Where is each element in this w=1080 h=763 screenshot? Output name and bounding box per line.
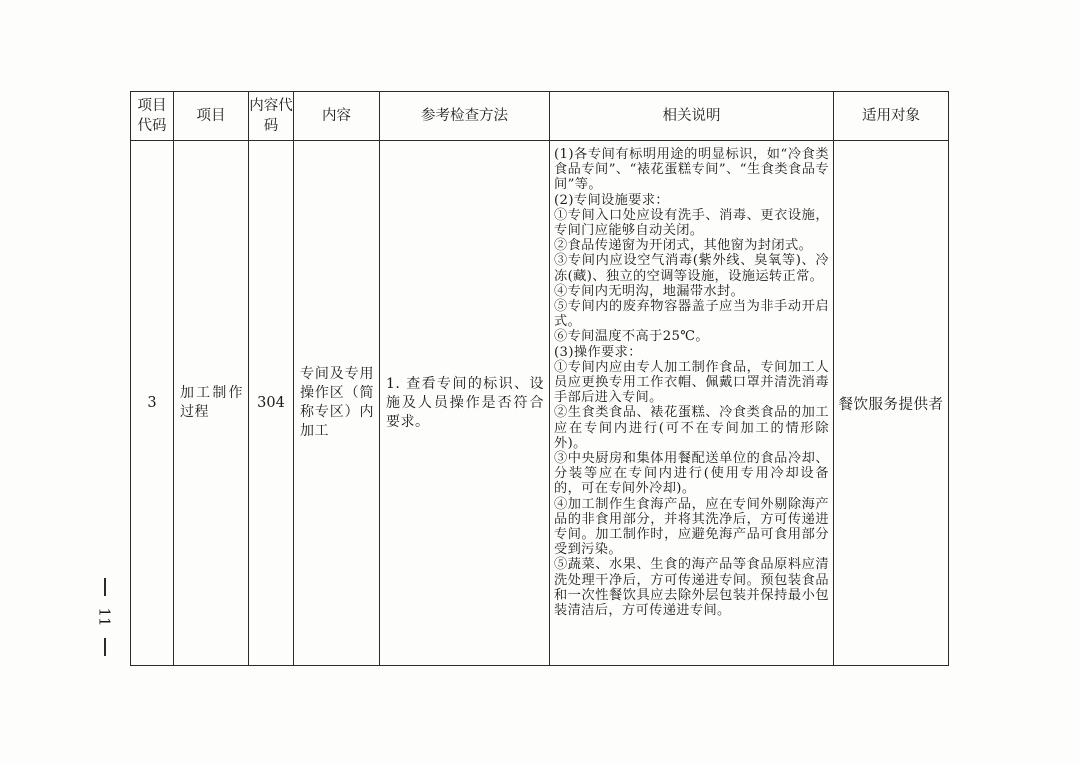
header-check-method: 参考检查方法 — [380, 92, 550, 141]
inspection-table — [130, 91, 949, 666]
page-number — [95, 578, 115, 658]
description-line: ③专间内应设空气消毒(紫外线、臭氧等)、冷冻(藏)、独立的空调等设施，设施运转正常。 — [554, 253, 829, 284]
table-row — [131, 141, 949, 666]
header-description: 相关说明 — [550, 92, 834, 141]
description-line: ④加工制作生食海产品，应在专间外剔除海产品的非食用部分，并将其洗净后，方可传递进专间。加工制作时，应避免海产品可食用部分受到污染。 — [554, 496, 829, 558]
page-number-dash — [104, 638, 105, 656]
description-line: ③中央厨房和集体用餐配送单位的食品冷却、分装等应在专间内进行(使用专用冷却设备的，可在专间外冷却)。 — [554, 451, 829, 497]
description-line: ②食品传递窗为开闭式，其他窗为封闭式。 — [554, 238, 813, 254]
table-header-row — [131, 92, 949, 141]
cell-item-code: 3 — [131, 141, 174, 666]
description-line: ⑤专间内的废弃物容器盖子应当为非手动开启式。 — [554, 299, 829, 330]
page-number-value: 11 — [96, 607, 114, 627]
header-content-code: 内容代码 — [249, 92, 294, 141]
description-line: ①专间内应由专人加工制作食品，专间加工人员应更换专用工作衣帽、佩戴口罩并清洗消毒手部后进入专间。 — [554, 359, 829, 406]
description-line: ②生食类食品、裱花蛋糕、冷食类食品的加工应在专间内进行(可不在专间加工的情形除外)。 — [554, 405, 829, 451]
cell-target: 餐饮服务提供者 — [834, 141, 949, 666]
cell-content: 专间及专用操作区（简称专区）内加工 — [294, 141, 380, 666]
cell-description — [550, 141, 834, 666]
cell-check-method: 1. 查看专间的标识、设施及人员操作是否符合要求。 — [380, 141, 550, 666]
description-line: (3)操作要求： — [554, 344, 642, 360]
header-item: 项目 — [174, 92, 249, 141]
header-item-code: 项目代码 — [131, 92, 174, 141]
cell-content-code: 304 — [249, 141, 294, 666]
description-line: ⑥专间温度不高于25℃。 — [554, 329, 710, 345]
description-line: ④专间内无明沟，地漏带水封。 — [554, 283, 745, 299]
description-line: ①专间入口处应设有洗手、消毒、更衣设施，专间门应能够自动关闭。 — [554, 207, 829, 239]
description-line: (1)各专间有标明用途的明显标识，如“冷食类食品专间”、“裱花蛋糕专间”、“生食类食品专间”等。 — [554, 147, 829, 193]
page-number-dash — [104, 578, 105, 596]
cell-item: 加工制作过程 — [174, 141, 249, 666]
header-target: 适用对象 — [834, 92, 949, 141]
header-content: 内容 — [294, 92, 380, 141]
description-line: (2)专间设施要求： — [554, 192, 669, 208]
description-line: ⑤蔬菜、水果、生食的海产品等食品原料应清洗处理干净后，方可传递进专间。预包装食品和一次性餐饮具应去除外层包装并保持最小包装清洁后，方可传递进专间。 — [554, 557, 829, 619]
